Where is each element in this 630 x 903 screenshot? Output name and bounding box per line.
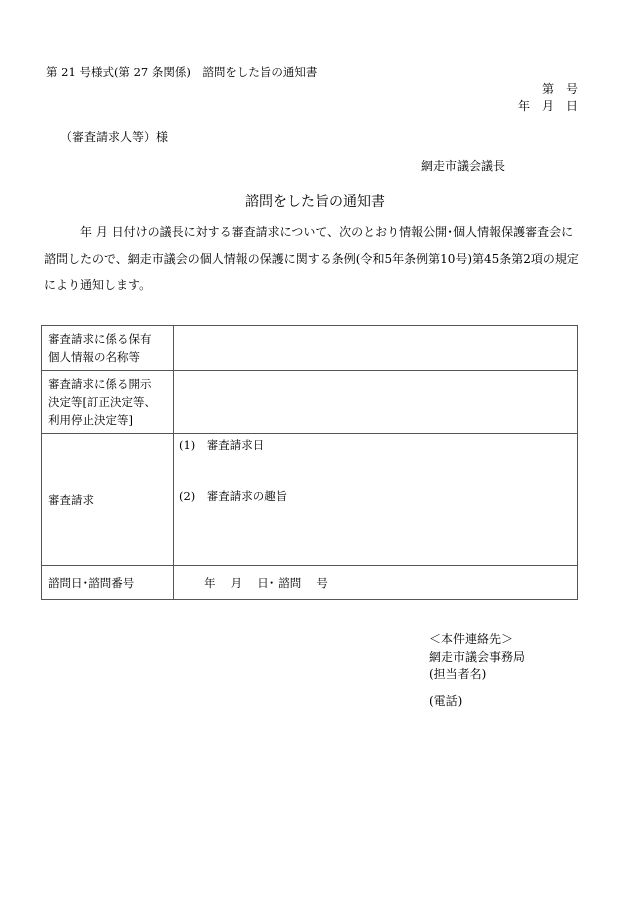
- document-number: 第 号: [541, 82, 578, 96]
- table-row-inquiry: [42, 566, 578, 600]
- contact-heading: ＜本件連絡先＞: [429, 632, 514, 646]
- addressee: （審査請求人等）様: [60, 130, 169, 144]
- request-value: [174, 434, 578, 566]
- decision-label-line3: 利用停止決定等]: [48, 413, 133, 427]
- document-title: 諮問をした旨の通知書: [245, 194, 385, 210]
- decision-label-line1: 審査請求に係る開示: [48, 377, 152, 391]
- request-date-item: (1) 審査請求日: [179, 438, 265, 452]
- decision-label-line2: 決定等[訂正決定等、: [48, 395, 156, 409]
- inquiry-value: 年 月 日･ 諮問 号: [204, 575, 328, 590]
- decision-label: [42, 371, 174, 434]
- table-row-record-name: [42, 326, 578, 371]
- contact-block: [429, 631, 525, 710]
- record-name-value: [174, 326, 578, 371]
- info-table: [41, 325, 578, 600]
- table-row-request: [42, 434, 578, 566]
- document-date: 年 月 日: [517, 99, 578, 113]
- contact-office: 網走市議会事務局: [429, 649, 526, 664]
- contact-phone: (電話): [429, 693, 463, 708]
- body-text: 年 月 日付けの議長に対する審査請求について、次のとおり情報公開･個人情報保護審査会に諮問したので、網走市議会の個人情報の保護に関する条例(令和5年条例第10号)第45条第2項の規定により通知します。: [44, 225, 579, 292]
- inquiry-value-cell: [174, 566, 578, 600]
- decision-value: [174, 371, 578, 434]
- inquiry-label: 諮問日･諮問番号: [42, 566, 174, 600]
- sender: 網走市議会議長: [421, 159, 506, 173]
- contact-person: (担当者名): [429, 667, 487, 681]
- request-label: 審査請求: [42, 434, 174, 566]
- form-number-heading: 第 21 号様式(第 27 条関係) 諮問をした旨の通知書: [46, 65, 318, 79]
- record-name-label-line1: 審査請求に係る保有: [48, 332, 152, 346]
- record-name-label: [42, 326, 174, 371]
- record-name-label-line2: 個人情報の名称等: [48, 350, 140, 364]
- table-row-decision: [42, 371, 578, 434]
- request-purpose-item: (2) 審査請求の趣旨: [179, 489, 288, 503]
